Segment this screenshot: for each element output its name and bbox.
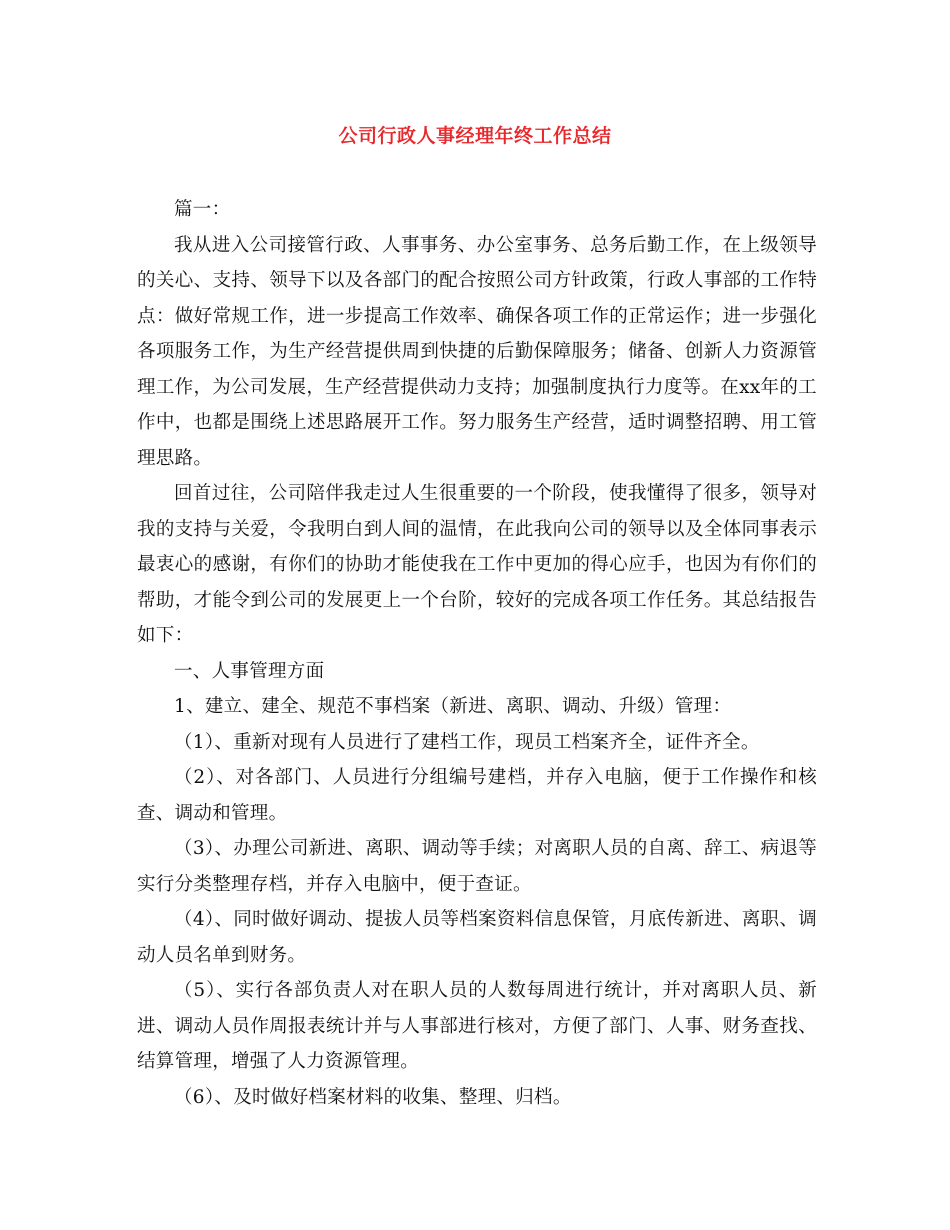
- sub-item-4: （4）、同时做好调动、提拔人员等档案资料信息保管，月底传新进、离职、调动人员名单到财务。: [137, 909, 817, 966]
- paragraph-intro: 我从进入公司接管行政、人事事务、办公室事务、总务后勤工作，在上级领导的关心、支持、领导下以及各部门的配合按照公司方针政策，行政人事部的工作特点：做好常规工作，进一步提高工作效率、确保各项工作的正常运作；进一步强化各项服务工作，为生产经营提供周到快捷的后勤保障服务；储备、创新人力资源管理工作，为公司发展，生产经营提供动力支持；加强制度执行力度等。在xx年的工作中，也都是围绕上述思路展开工作。努力服务生产经营，适时调整招聘、用工管理思路。: [137, 234, 817, 469]
- sub-item-1: （1）、重新对现有人员进行了建档工作，现员工档案齐全，证件齐全。: [174, 731, 760, 753]
- sub-item-5: （5）、实行各部负责人对在职人员的人数每周进行统计，并对离职人员、新进、调动人员作周报表统计并与人事部进行核对，方便了部门、人事、财务查找、结算管理，增强了人力资源管理。: [137, 980, 817, 1072]
- paragraph-section-label: 篇一：: [174, 199, 231, 220]
- list-item-1: 1、建立、建全、规范不事档案（新进、离职、调动、升级）管理：: [174, 696, 732, 717]
- paragraph-review: 回首过往，公司陪伴我走过人生很重要的一个阶段，使我懂得了很多，领导对我的支持与关爱，令我明白到人间的温情，在此我向公司的领导以及全体同事表示最衷心的感谢，有你们的协助才能使我在工作中更加的得心应手，也因为有你们的帮助，才能令到公司的发展更上一个台阶，较好的完成各项工作任务。其总结报告如下：: [137, 483, 817, 646]
- sub-item-6: （6）、及时做好档案材料的收集、整理、归档。: [174, 1086, 572, 1108]
- document-title: 公司行政人事经理年终工作总结: [338, 125, 612, 147]
- heading-hr-management: 一、人事管理方面: [174, 660, 325, 682]
- sub-item-3: （3）、办理公司新进、离职、调动等手续；对离职人员的自离、辞工、病退等实行分类整理存档，并存入电脑中，便于查证。: [137, 838, 817, 895]
- sub-item-2: （2）、对各部门、人员进行分组编号建档，并存入电脑，便于工作操作和核查、调动和管理。: [137, 767, 817, 824]
- document-body: [137, 192, 817, 1115]
